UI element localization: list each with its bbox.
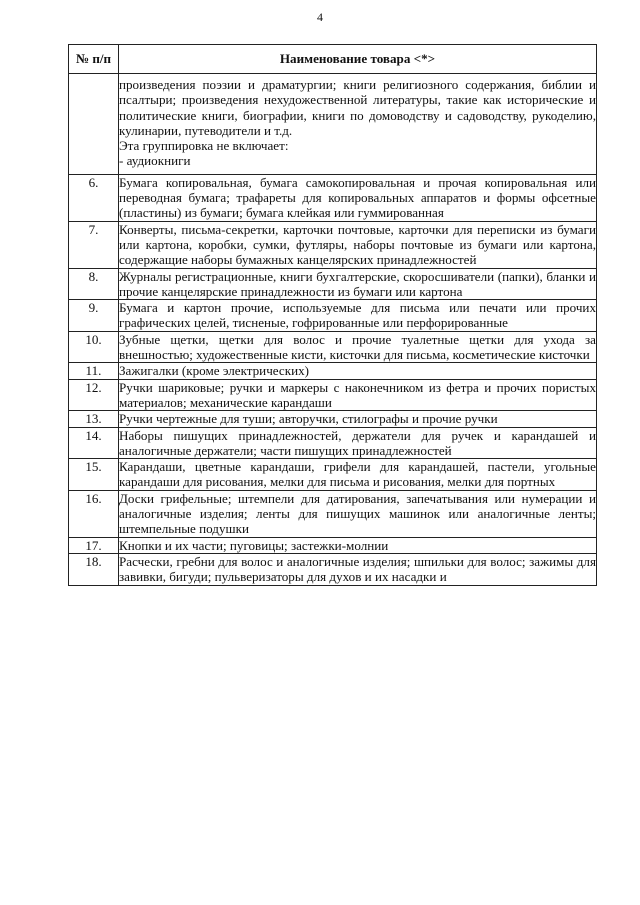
table-row [69,427,597,459]
row-description: Карандаши, цветные карандаши, грифели для карандашей, пастели, угольные карандаши для рисования, мелки для письма и рисования, мелки для портных [119,459,596,490]
row-description: Бумага копировальная, бумага самокопировальная и прочая копировальная или переводная бумага; трафареты для копировальных аппаратов и формы офсетные (пластины) из бумаги; бумага клейкая или гуммированная [119,174,596,221]
table-row-continuation [69,74,597,175]
continuation-text: произведения поэзии и драматургии; книги религиозного содержания, библии и псалтыри; произведения нехудожественной литературы, такие как исторические и политические книги, биографии, книги по домоводству и садоводству, рукоделию, кулинарии, путеводители и т.д. [119,77,596,138]
table-row [69,363,597,379]
column-header-number: № п/п [69,45,119,74]
row-description: Доски грифельные; штемпели для датирования, запечатывания или нумерации и аналогичные изделия; ленты для пишущих машинок или аналогичные ленты; штемпельные подушки [119,490,596,537]
row-description [119,74,597,175]
row-number-empty [69,74,119,175]
row-number: 7. [69,221,119,268]
row-number: 18. [69,553,119,585]
row-number: 10. [69,331,119,363]
table-row [69,174,597,221]
row-number: 8. [69,268,119,300]
goods-table [68,44,597,586]
table-header-row [69,45,597,74]
row-number: 6. [69,174,119,221]
row-description: Ручки шариковые; ручки и маркеры с наконечником из фетра и прочих пористых материалов; механические карандаши [119,379,596,410]
row-description: Журналы регистрационные, книги бухгалтерские, скоросшиватели (папки), бланки и прочие канцелярские принадлежности из бумаги или картона [119,268,596,299]
row-number: 15. [69,459,119,491]
table-row [69,490,597,537]
table-row [69,221,597,268]
row-number: 9. [69,300,119,332]
table-row [69,379,597,411]
table-row [69,331,597,363]
row-description: Кнопки и их части; пуговицы; застежки-молнии [119,537,597,553]
row-description: Бумага и картон прочие, используемые для письма или печати или прочих графических целей, тисненые, гофрированные или перфорированные [119,300,596,331]
table-row [69,537,597,553]
row-number: 16. [69,490,119,537]
row-number: 11. [69,363,119,379]
row-description: Расчески, гребни для волос и аналогичные изделия; шпильки для волос; зажимы для завивки, бигуди; пульверизаторы для духов и их насадки и [119,553,596,585]
row-number: 13. [69,411,119,427]
row-number: 12. [69,379,119,411]
table-row [69,459,597,491]
row-number: 17. [69,537,119,553]
row-description: Зажигалки (кроме электрических) [119,363,597,379]
table-row [69,268,597,300]
table-row [69,411,597,427]
column-header-name: Наименование товара <*> [119,45,597,74]
row-description: Зубные щетки, щетки для волос и прочие туалетные щетки для ухода за внешностью; художественные кисти, кисточки для письма, косметические кисточки [119,331,596,363]
table-row [69,300,597,332]
row-number: 14. [69,427,119,459]
exclusion-item: - аудиокниги [119,153,191,169]
page-number: 4 [317,10,323,24]
table-row [69,553,597,585]
exclusion-title: Эта группировка не включает: [119,138,289,154]
row-description: Ручки чертежные для туши; авторучки, стилографы и прочие ручки [119,411,597,427]
row-description: Конверты, письма-секретки, карточки почтовые, карточки для переписки из бумаги или картона, коробки, сумки, футляры, наборы почтовые из бумаги или картона, содержащие наборы бумажных канцелярских принадлежностей [119,221,596,268]
row-description: Наборы пишущих принадлежностей, держатели для ручек и карандашей и аналогичные держатели; части пишущих принадлежностей [119,427,596,458]
